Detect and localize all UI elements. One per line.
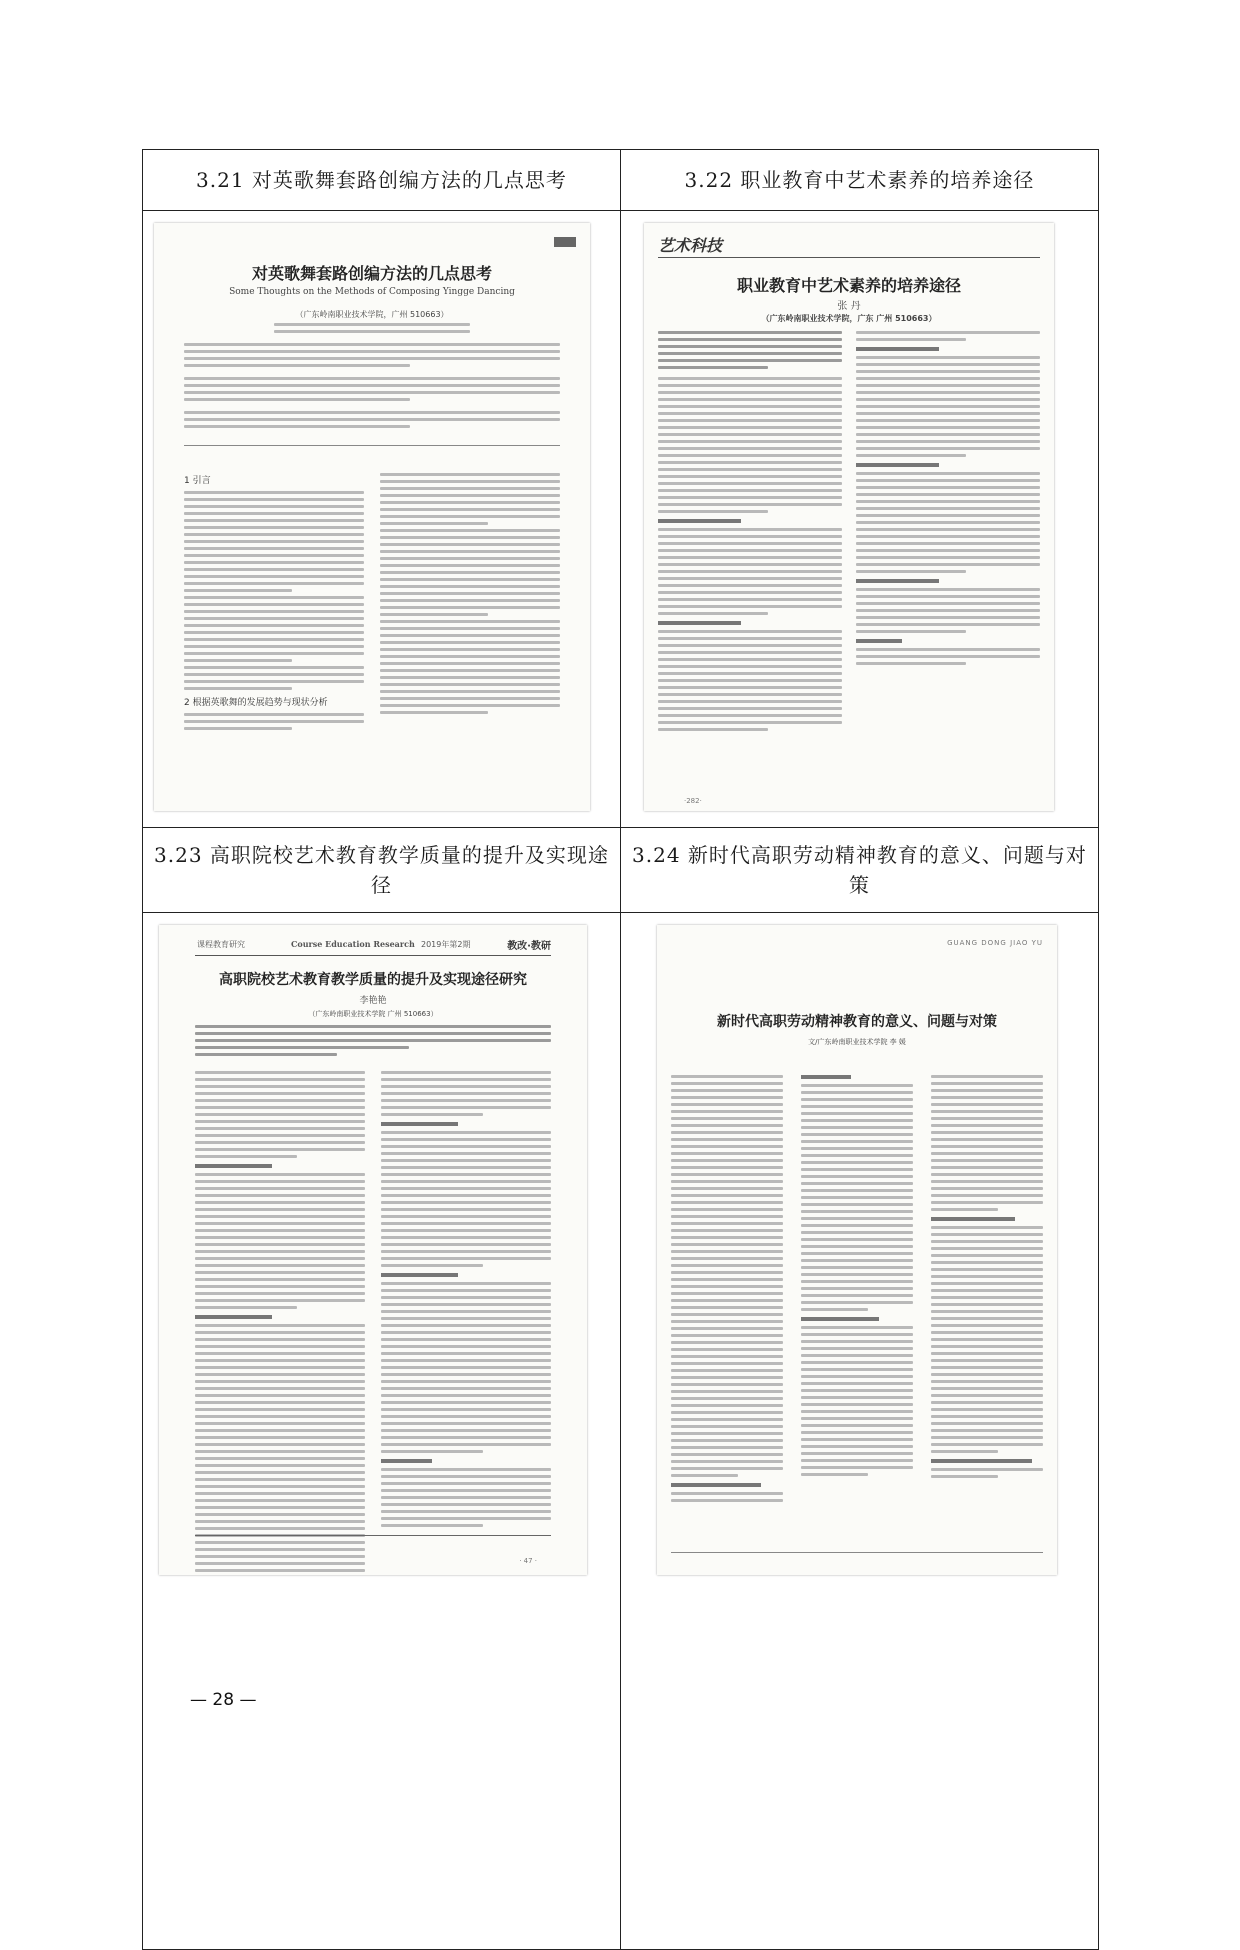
journal-header: GUANG DONG JIAO YU xyxy=(947,939,1043,947)
paper-title: 新时代高职劳动精神教育的意义、问题与对策 xyxy=(717,1014,997,1030)
paper-thumbnail-3-24 xyxy=(657,925,1057,1575)
paper-affiliation: （广东岭南职业技术学院，广东 广州 510663） xyxy=(761,314,937,323)
paper-thumbnail-3-21 xyxy=(154,223,590,811)
thumbnail-cell-3-22 xyxy=(621,211,1099,828)
section-heading-2: 2 根据英歌舞的发展趋势与现状分析 xyxy=(184,698,328,708)
paper-author: 文/广东岭南职业技术学院 李 媛 xyxy=(808,1038,906,1046)
journal-name-en: Course Education Research xyxy=(291,939,415,949)
page-number: — 28 — xyxy=(190,1690,257,1710)
paper-author: 张 丹 xyxy=(837,301,861,312)
paper-title: 高职院校艺术教育教学质量的提升及实现途径研究 xyxy=(219,972,527,988)
paper-author: 李艳艳 xyxy=(359,996,387,1006)
paper-title: 对英歌舞套路创编方法的几点思考 xyxy=(251,264,492,283)
journal-logo: 艺术科技 xyxy=(658,236,723,255)
paper-affiliation: （广东岭南职业技术学院 广州 510663） xyxy=(308,1010,438,1018)
page-number-label: ·282· xyxy=(684,797,702,805)
page-number-label: · 47 · xyxy=(519,1557,537,1565)
paper-title-en: Some Thoughts on the Methods of Composing Yingge Dancing xyxy=(229,287,515,297)
paper-title: 职业教育中艺术素养的培养途径 xyxy=(736,276,961,295)
journal-name: 课程教育研究 xyxy=(197,940,245,949)
thumbnail-cell-3-24 xyxy=(621,913,1099,1950)
caption-3-24: 3.24 新时代高职劳动精神教育的意义、问题与对策 xyxy=(621,828,1099,913)
caption-3-22: 3.22 职业教育中艺术素养的培养途径 xyxy=(621,150,1099,211)
paper-thumbnail-3-22 xyxy=(644,223,1054,811)
document-table xyxy=(142,149,1099,1950)
caption-3-21: 3.21 对英歌舞套路创编方法的几点思考 xyxy=(143,150,621,211)
caption-3-23: 3.23 高职院校艺术教育教学质量的提升及实现途径 xyxy=(143,828,621,913)
paper-thumbnail-3-23 xyxy=(159,925,587,1575)
paper-affiliation: （广东岭南职业技术学院，广州 510663） xyxy=(295,310,449,319)
section-heading-1: 1 引言 xyxy=(184,476,211,486)
journal-section: 教改·教研 xyxy=(507,941,551,952)
thumbnail-cell-3-23 xyxy=(143,913,621,1950)
thumbnail-cell-3-21 xyxy=(143,211,621,828)
journal-issue: 2019年第2期 xyxy=(421,940,471,949)
